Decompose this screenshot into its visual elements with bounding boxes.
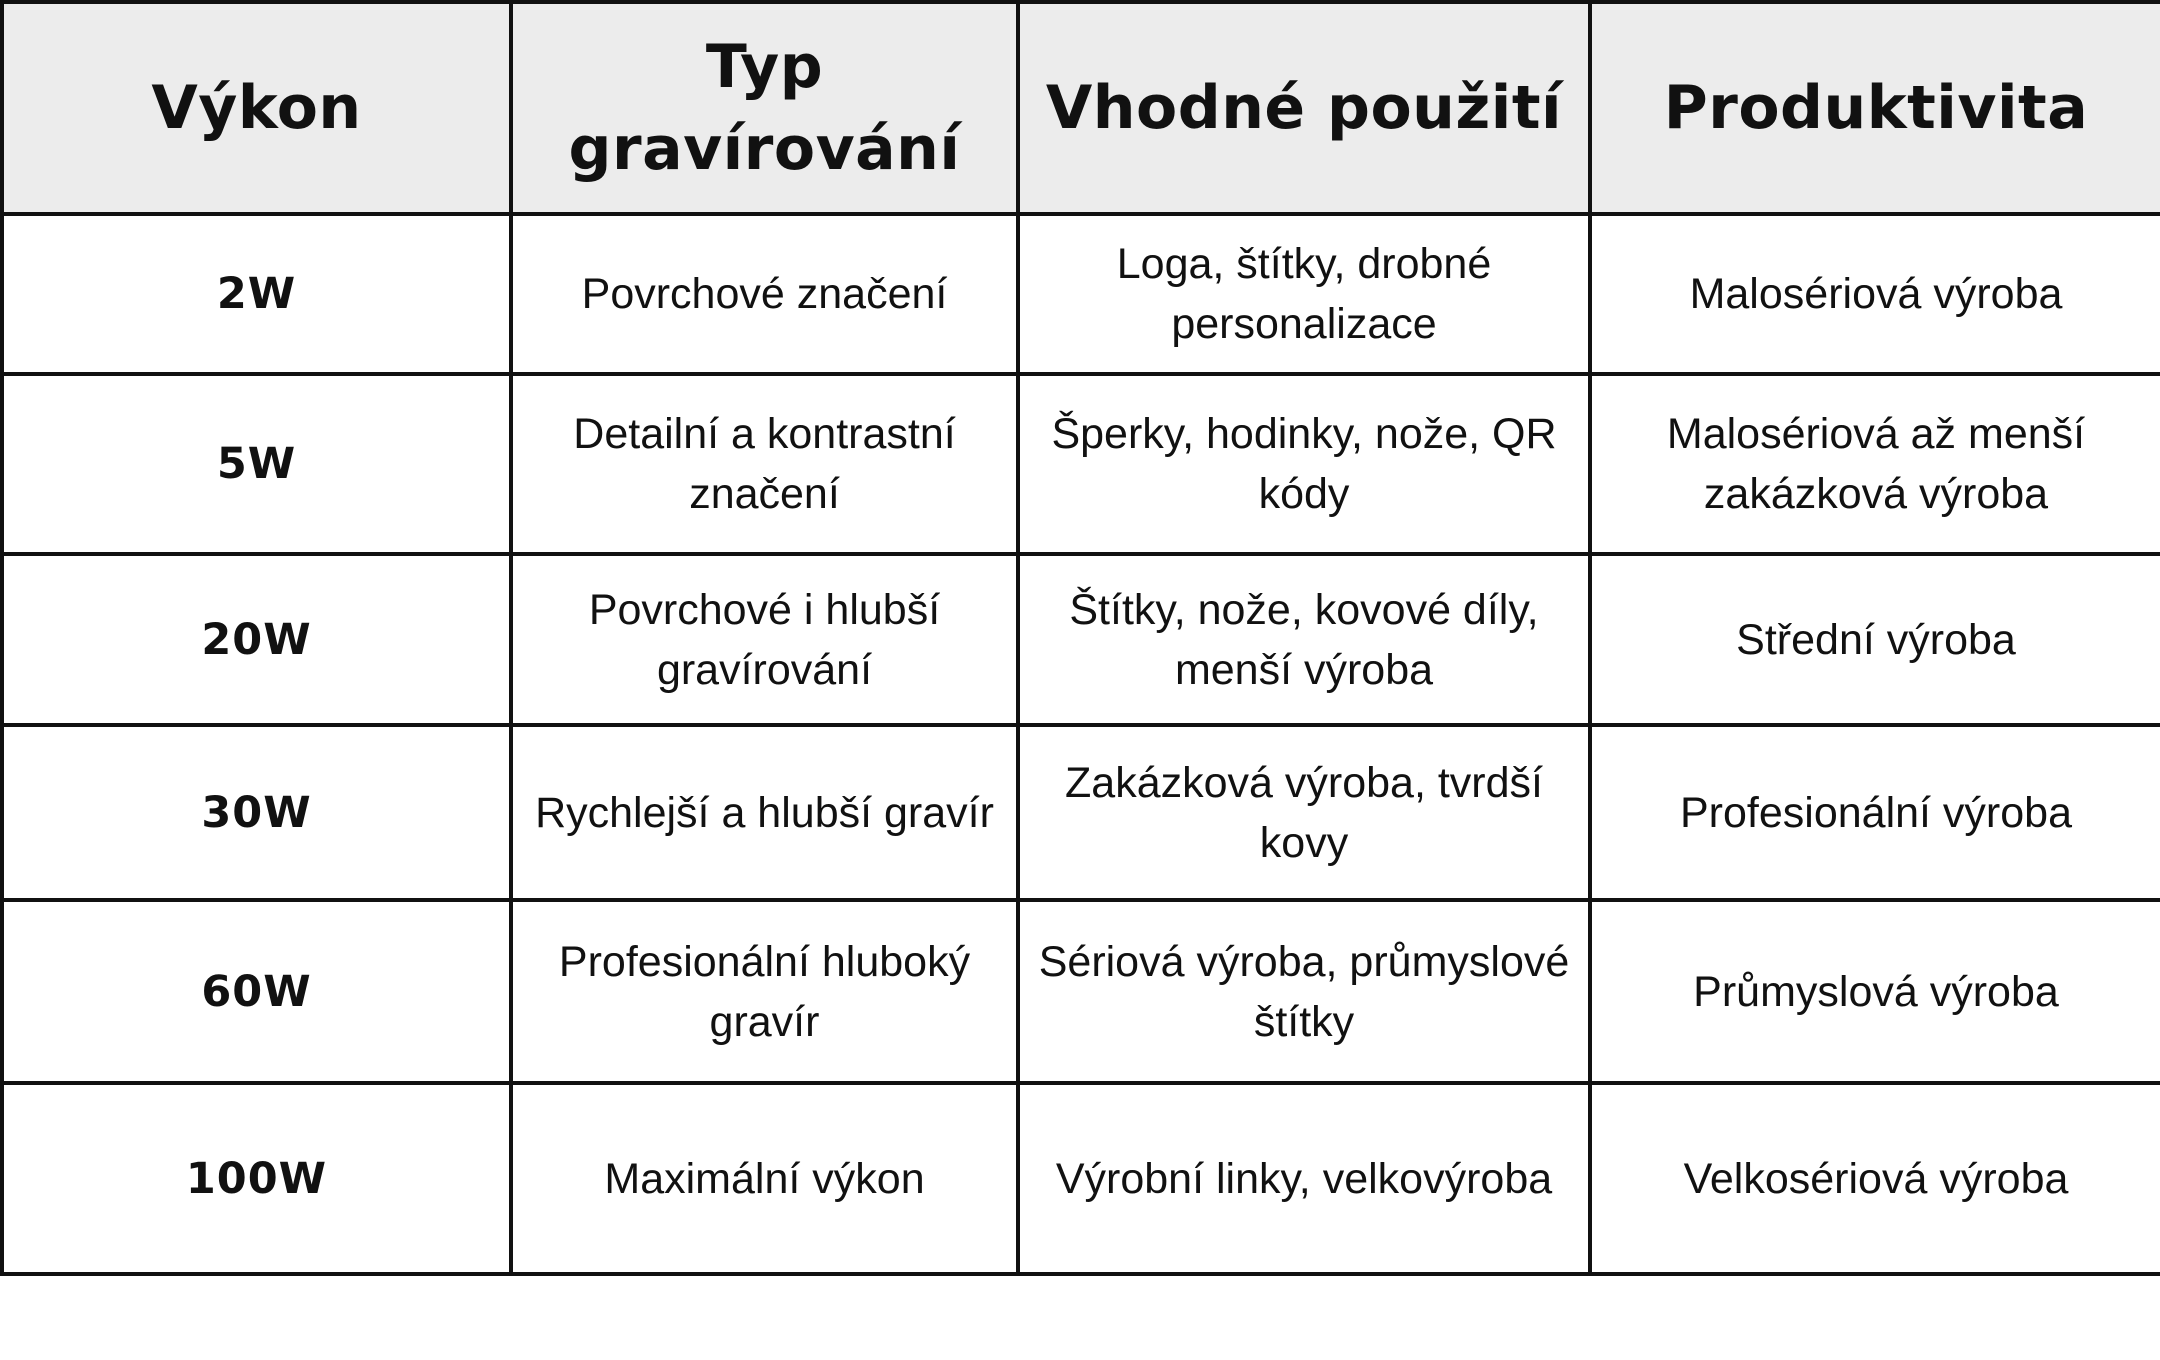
- header-row: [2, 2, 2160, 214]
- productivity-cell: Střední výroba: [1590, 554, 2160, 725]
- power-cell: 100W: [2, 1083, 511, 1274]
- engraving-type-cell: Povrchové značení: [511, 214, 1018, 374]
- table-body: [2, 214, 2160, 1274]
- power-cell: 60W: [2, 900, 511, 1083]
- productivity-cell: Průmyslová výroba: [1590, 900, 2160, 1083]
- header-power: Výkon: [2, 2, 511, 214]
- productivity-cell: Malosériová výroba: [1590, 214, 2160, 374]
- table-row: [2, 214, 2160, 374]
- power-cell: 2W: [2, 214, 511, 374]
- table-header: [2, 2, 2160, 214]
- power-cell: 20W: [2, 554, 511, 725]
- engraving-type-cell: Profesionální hluboký gravír: [511, 900, 1018, 1083]
- engraving-type-cell: Rychlejší a hlubší gravír: [511, 725, 1018, 900]
- table-row: [2, 554, 2160, 725]
- suitable-use-cell: Zakázková výroba, tvrdší kovy: [1018, 725, 1590, 900]
- suitable-use-cell: Výrobní linky, velkovýroba: [1018, 1083, 1590, 1274]
- header-suitable-use: Vhodné použití: [1018, 2, 1590, 214]
- engraving-type-cell: Povrchové i hlubší gravírování: [511, 554, 1018, 725]
- productivity-cell: Velkosériová výroba: [1590, 1083, 2160, 1274]
- suitable-use-cell: Šperky, hodinky, nože, QR kódy: [1018, 374, 1590, 554]
- power-cell: 5W: [2, 374, 511, 554]
- table-row: [2, 1083, 2160, 1274]
- engraving-type-cell: Detailní a kontrastní značení: [511, 374, 1018, 554]
- header-engraving-type: Typ gravírování: [511, 2, 1018, 214]
- engraving-type-cell: Maximální výkon: [511, 1083, 1018, 1274]
- suitable-use-cell: Loga, štítky, drobné personalizace: [1018, 214, 1590, 374]
- suitable-use-cell: Štítky, nože, kovové díly, menší výroba: [1018, 554, 1590, 725]
- suitable-use-cell: Sériová výroba, průmyslové štítky: [1018, 900, 1590, 1083]
- productivity-cell: Profesionální výroba: [1590, 725, 2160, 900]
- header-productivity: Produktivita: [1590, 2, 2160, 214]
- table-row: [2, 374, 2160, 554]
- table-row: [2, 725, 2160, 900]
- power-cell: 30W: [2, 725, 511, 900]
- productivity-cell: Malosériová až menší zakázková výroba: [1590, 374, 2160, 554]
- table-row: [2, 900, 2160, 1083]
